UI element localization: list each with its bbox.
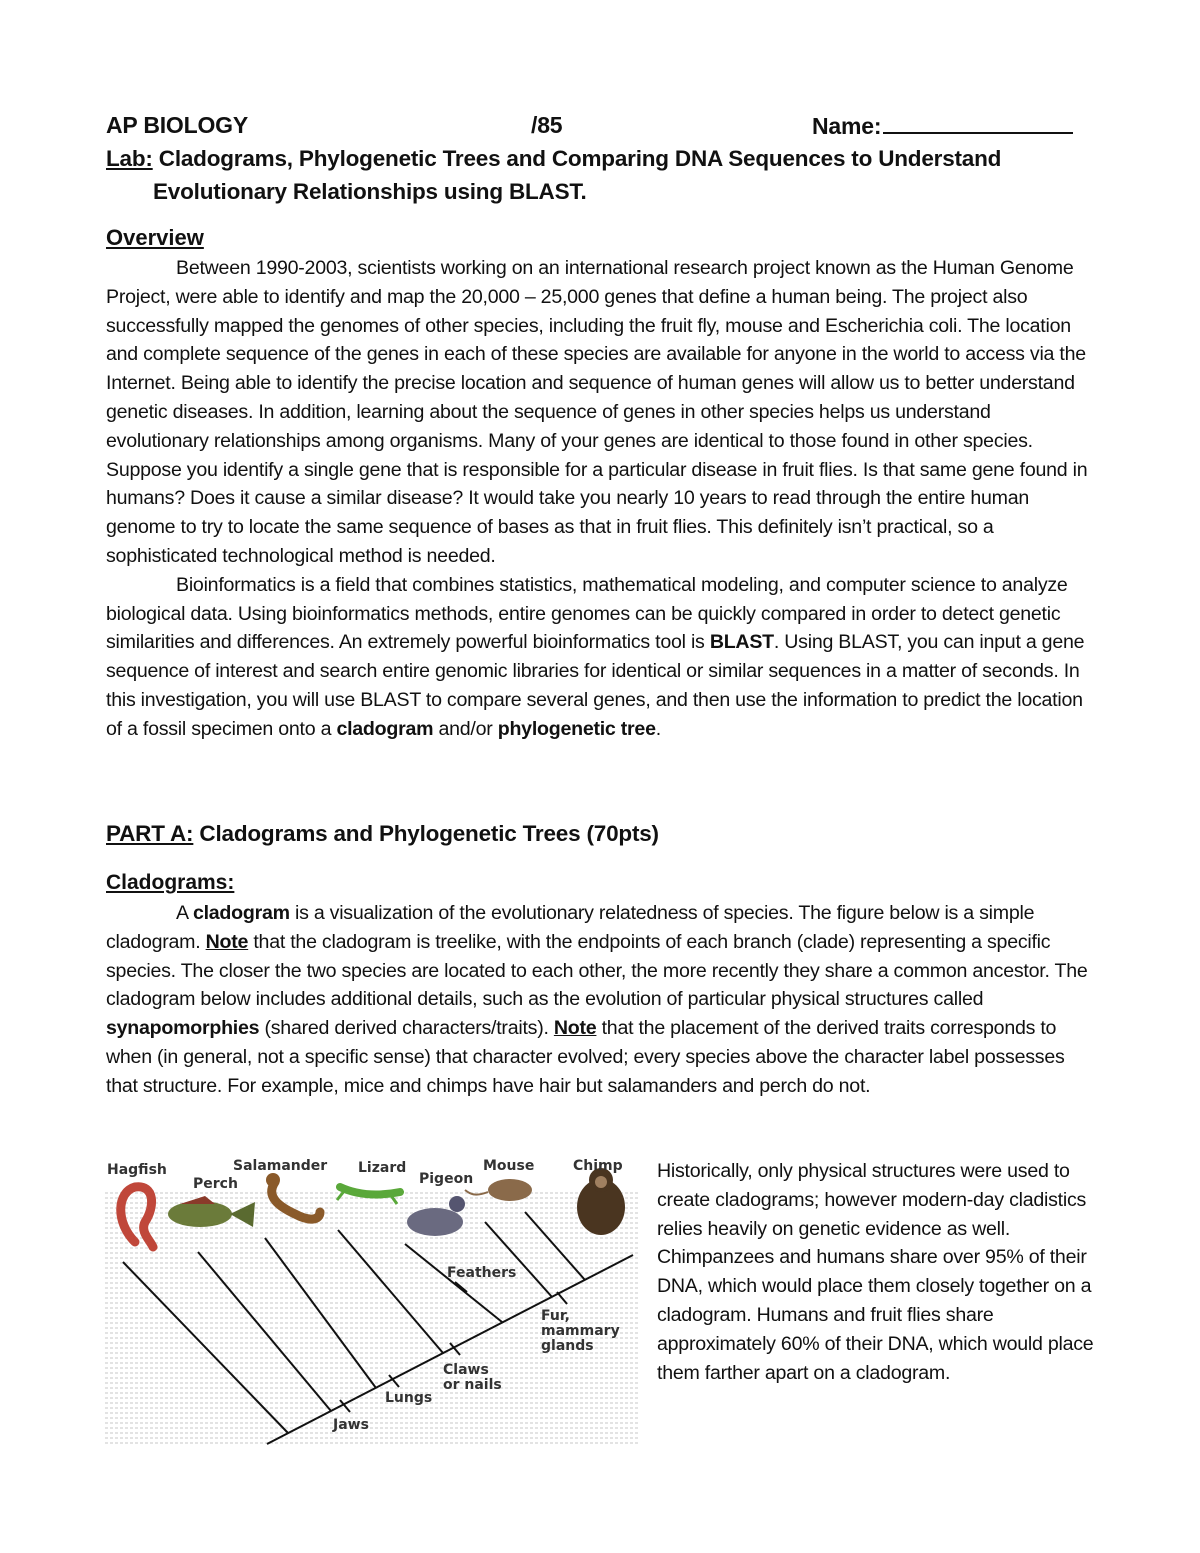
trait-jaws: Jaws (333, 1417, 369, 1433)
overview-paragraph-1: Between 1990-2003, scientists working on an international research project known as the Human Genome Project, were able to identify and map the 20,000 – 25,000 genes that define a human being. The project also successfully mapped the genomes of other species, including the fruit fly, mouse and Escherichia coli. The location and complete sequence of the genes in each of these species are available for anyone in the world to access via the Internet. Being able to identify the precise location and sequence of human genes will allow us to better understand genetic diseases. In addition, learning about the sequence of genes in other species helps us understand evolutionary relationships among organisms. Many of your genes are identical to those found in other species. Suppose you identify a single gene that is responsible for a particular disease in fruit flies. Is that same gene found in humans? Does it cause a similar disease? It would take you nearly 10 years to read through the entire human genome to try to locate the same sequence of bases as that in fruit flies. This definitely isn’t practical, so a sophisticated technological method is needed. (106, 257, 1088, 567)
trait-lungs: Lungs (385, 1390, 433, 1406)
taxon-pigeon: Pigeon (419, 1171, 474, 1187)
lab-title-line2: Evolutionary Relationships using BLAST. (153, 179, 587, 204)
part-a-title: Cladograms and Phylogenetic Trees (70pts) (199, 821, 659, 846)
c-note-2: Note (553, 1017, 597, 1040)
chimp-illustration (577, 1168, 625, 1235)
taxon-chimp: Chimp (573, 1158, 623, 1174)
taxon-perch: Perch (193, 1176, 238, 1192)
c-text-5: that the placement of the derived traits corresponds to when (in general, not a specific sense) that character evolved; every species above the character label possesses that structure. For example, mice and chimps have hair but salamanders and perch do not. (106, 1017, 1065, 1097)
c-note-1: Note (205, 930, 249, 953)
c-bold-synapomorphies: synapomorphies (106, 1017, 260, 1040)
trait-fur: Fur, (541, 1308, 570, 1324)
name-label: Name: (812, 113, 882, 139)
name-blank[interactable] (883, 112, 1073, 134)
taxon-lizard: Lizard (358, 1160, 407, 1176)
lab-label: Lab: (106, 146, 153, 171)
name-field[interactable] (812, 112, 1073, 140)
p2-text-d: . (655, 717, 661, 740)
p2-blast: BLAST (709, 631, 774, 654)
side-paragraph: Historically, only physical structures were used to create cladograms; however modern-day cladistics relies heavily on genetic evidence as well. Chimpanzees and humans share over 95% of their DNA, which would place them closely together on a cladogram. Humans and fruit flies share approximately 60% of their DNA, which would place them farther apart on a cladogram. (657, 1160, 1094, 1384)
p2-text-c: and/or (433, 717, 498, 740)
c-text-3: that the cladogram is treelike, with the endpoints of each branch (clade) representing a specific species. The closer the two species are located to each other, the more recently they share a common ancestor. The cladogram below includes additional details, such as the evolution of particular physical structures called (106, 930, 1088, 1011)
cladogram-figure (105, 1152, 640, 1447)
p2-text-b: . Using BLAST, you can input a gene sequence of interest and search entire genomic libraries for identical or similar sequences in a matter of seconds. In this investigation, you will use BLAST to compare several genes, and then use the information to predict the location of a fossil specimen onto a (106, 631, 1085, 740)
p2-cladogram: cladogram (336, 717, 434, 740)
p2-phylo: phylogenetic tree (497, 717, 656, 740)
trait-feathers: Feathers (447, 1265, 517, 1281)
overview-heading: Overview (106, 225, 204, 250)
p2-text-a: Bioinformatics is a field that combines statistics, mathematical modeling, and computer science to analyze biological data. Using bioinformatics methods, entire genomes can be quickly compared in order to detect genetic similarities and differences. An extremely powerful bioinformatics tool is (106, 573, 1068, 654)
part-a-label: PART A: (106, 821, 194, 846)
cladograms-paragraph (106, 899, 1096, 1101)
trait-fur-2: mammary (541, 1323, 620, 1339)
trait-claws-2: or nails (443, 1377, 502, 1393)
points-label: /85 (531, 112, 563, 138)
trait-fur-3: glands (541, 1338, 594, 1354)
taxon-mouse: Mouse (483, 1158, 535, 1174)
cladograms-body (106, 899, 1096, 1101)
course-label: AP BIOLOGY (106, 112, 248, 138)
c-text-2: is a visualization of the evolutionary relatedness of species. The figure below is a simple cladogram. (106, 902, 1035, 953)
overview-paragraph-2 (106, 571, 1096, 744)
trait-claws: Claws (443, 1362, 489, 1378)
part-a-heading (106, 821, 659, 847)
lab-title (106, 146, 1001, 172)
c-text-4: (shared derived characters/traits). (259, 1017, 554, 1040)
cladograms-heading: Cladograms: (106, 871, 235, 894)
overview-body (106, 254, 1096, 744)
lab-title-line1: Cladograms, Phylogenetic Trees and Comparing DNA Sequences to Understand (158, 146, 1002, 171)
taxon-salamander: Salamander (233, 1158, 328, 1174)
taxon-hagfish: Hagfish (107, 1162, 167, 1178)
c-bold-cladogram: cladogram (192, 902, 290, 924)
c-text-1: A (176, 902, 193, 924)
